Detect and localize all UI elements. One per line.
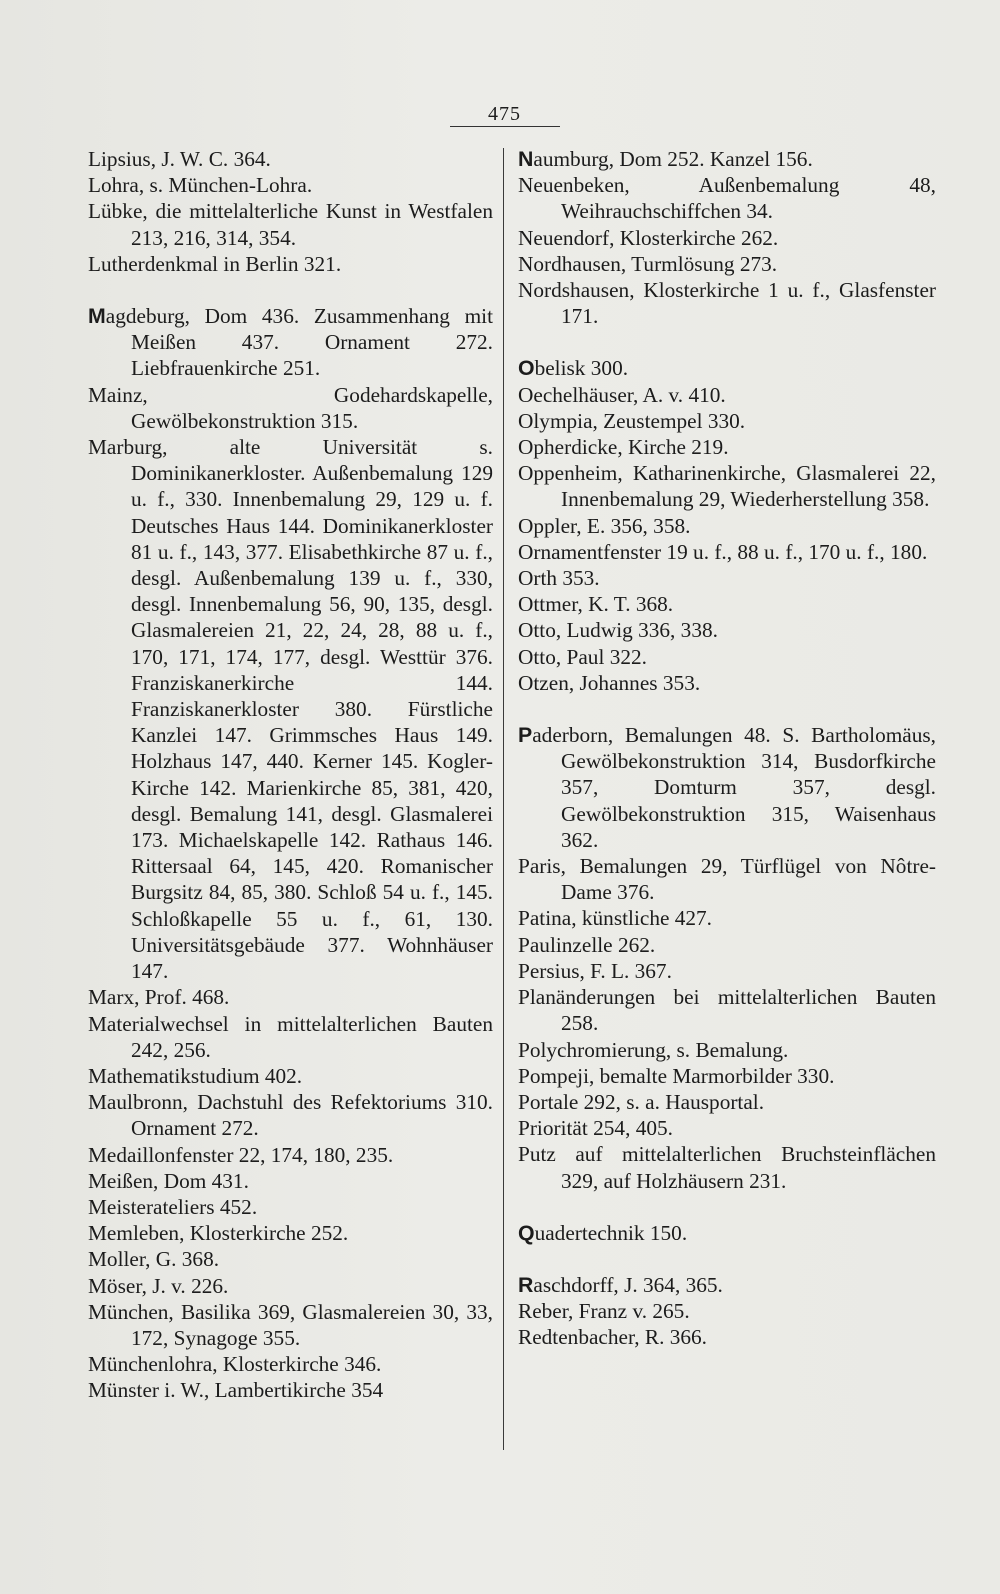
index-entry-text: Lutherdenkmal in Berlin 321. — [88, 251, 342, 276]
header-rule — [450, 126, 560, 127]
index-entry-text: Persius, F. L. 367. — [518, 958, 672, 983]
index-entry — [518, 225, 936, 251]
index-entry — [88, 198, 493, 250]
index-entry-text: München, Basilika 369, Glasmalereien 30, 33, 172, Synagoge 355. — [88, 1299, 493, 1350]
index-entry — [518, 1298, 936, 1324]
index-entry-text: Neuendorf, Klosterkirche 262. — [518, 225, 779, 250]
index-entry-text: Münster i. W., Lambertikirche 354 — [88, 1378, 384, 1403]
index-entry-text: Portale 292, s. a. Hausportal. — [518, 1089, 765, 1114]
index-entry — [518, 513, 936, 539]
index-entry-text: Nordshausen, Klosterkirche 1 u. f., Glasfenster 171. — [518, 278, 936, 329]
index-entry — [518, 670, 936, 696]
index-entry — [518, 984, 936, 1036]
index-entry — [88, 1011, 493, 1063]
index-entry-text: Lohra, s. München-Lohra. — [88, 173, 313, 198]
index-entry — [88, 1220, 493, 1246]
index-entry — [518, 539, 936, 565]
index-entry — [518, 277, 936, 329]
index-entry-text: aschdorff, J. 364, 365. — [533, 1272, 723, 1297]
index-entry-text: Lübke, die mittelalterliche Kunst in Westfalen 213, 216, 314, 354. — [88, 199, 493, 250]
index-entry — [518, 382, 936, 408]
index-entry-text: Ottmer, K. T. 368. — [518, 592, 674, 617]
index-entry — [518, 1141, 936, 1193]
index-entry — [518, 1037, 936, 1063]
index-entry — [88, 172, 493, 198]
index-entry-text: Nordhausen, Turmlösung 273. — [518, 251, 778, 276]
section-initial-letter: R — [518, 1272, 534, 1297]
index-entry-text: uadertechnik 150. — [534, 1220, 688, 1245]
index-entry — [518, 1220, 936, 1246]
index-entry-text: Ornamentfenster 19 u. f., 88 u. f., 170 u. f., 180. — [518, 539, 928, 564]
index-entry-text: Otzen, Johannes 353. — [518, 670, 701, 695]
index-entry — [518, 251, 936, 277]
index-entry-text: Patina, künstliche 427. — [518, 906, 713, 931]
index-entry — [518, 1272, 936, 1298]
index-entry — [518, 1063, 936, 1089]
letter-group-gap — [518, 1194, 936, 1220]
index-entry — [88, 1063, 493, 1089]
index-entry-text: Meißen, Dom 431. — [88, 1168, 249, 1193]
index-entry — [88, 1089, 493, 1141]
index-entry-text: Maulbronn, Dachstuhl des Refektoriums 310. Ornament 272. — [88, 1090, 493, 1141]
index-entry-text: Redtenbacher, R. 366. — [518, 1325, 707, 1350]
index-entry — [518, 958, 936, 984]
index-entry — [518, 1115, 936, 1141]
index-entry-text: Münchenlohra, Klosterkirche 346. — [88, 1352, 382, 1377]
index-entry-text: Marx, Prof. 468. — [88, 985, 230, 1010]
index-entry — [88, 303, 493, 382]
index-entry-text: Neuenbeken, Außenbemalung 48, Weihrauchschiffchen 34. — [518, 173, 936, 224]
right-index-column — [518, 146, 936, 1351]
letter-group-gap — [518, 329, 936, 355]
index-entry — [88, 1273, 493, 1299]
index-entry — [88, 1142, 493, 1168]
index-entry — [88, 1168, 493, 1194]
section-initial-letter: P — [518, 723, 533, 748]
index-entry — [88, 1351, 493, 1377]
index-entry-text: Medaillonfenster 22, 174, 180, 235. — [88, 1142, 394, 1167]
letter-group-gap — [518, 696, 936, 722]
index-entry — [518, 932, 936, 958]
index-entry-text: Marburg, alte Universität s. Dominikanerkloster. Außenbemalung 129 u. f., 330. Innenbemalung 29, 129 u. f. Deutsches Haus 144. Dominikanerkloster 81 u. f., 143, 377. Elisabethkirche 87 u. f., desgl. Außenbemalung 139 u. f., 330, desgl. Innenbemalung 56, 90, 135, desgl. Glasmalereien 21, 22, 24, 28, 88 u. f., 170, 171, 174, 177, desgl. Westtür 376. Franziskanerkirche 144. Franziskanerkloster 380. Fürstliche Kanzlei 147. Grimmsches Haus 149. Holzhaus 147, 440. Kerner 145. Kogler-Kirche 142. Marienkirche 85, 381, 420, desgl. Bemalung 141, desgl. Glasmalerei 173. Michaelskapelle 142. Rathaus 146. Rittersaal 64, 145, 420. Romanischer Burgsitz 84, 85, 380. Schloß 54 u. f., 145. Schloßkapelle 55 u. f., 61, 130. Universitätsgebäude 377. Wohnhäuser 147. — [88, 435, 493, 984]
index-entry — [518, 434, 936, 460]
index-entry-text: Polychromierung, s. Bemalung. — [518, 1037, 789, 1062]
index-entry-text: agdeburg, Dom 436. Zusammenhang mit Meißen 437. Ornament 272. Liebfrauenkirche 251. — [105, 304, 493, 381]
index-entry — [88, 1377, 493, 1403]
index-entry-text: Putz auf mittelalterlichen Bruchsteinflächen 329, auf Holzhäusern 231. — [518, 1142, 936, 1193]
index-entry-text: Meisterateliers 452. — [88, 1194, 258, 1219]
index-entry — [88, 146, 493, 172]
index-entry — [518, 408, 936, 434]
index-entry-text: Mainz, Godehardskapelle, Gewölbekonstruktion 315. — [88, 382, 493, 433]
index-entry-text: Memleben, Klosterkirche 252. — [88, 1221, 349, 1246]
index-entry-text: Mathematikstudium 402. — [88, 1063, 303, 1088]
index-entry-text: Otto, Paul 322. — [518, 644, 647, 669]
index-entry — [518, 1324, 936, 1350]
index-entry — [88, 1246, 493, 1272]
index-entry-text: Materialwechsel in mittelalterlichen Bauten 242, 256. — [88, 1011, 493, 1062]
index-entry — [518, 460, 936, 512]
index-entry-text: Oechelhäuser, A. v. 410. — [518, 382, 726, 407]
index-entry-text: Priorität 254, 405. — [518, 1116, 673, 1141]
index-entry — [518, 722, 936, 853]
index-entry — [518, 1089, 936, 1115]
index-entry — [88, 382, 493, 434]
section-initial-letter: M — [88, 304, 106, 329]
index-entry — [518, 565, 936, 591]
index-entry-text: Pompeji, bemalte Marmorbilder 330. — [518, 1063, 835, 1088]
index-entry-text: Orth 353. — [518, 566, 600, 591]
index-entry-text: belisk 300. — [534, 356, 629, 381]
column-divider — [503, 148, 504, 1450]
letter-group-gap — [88, 277, 493, 303]
index-entry-text: Lipsius, J. W. C. 364. — [88, 147, 271, 171]
index-entry — [518, 591, 936, 617]
index-entry — [518, 905, 936, 931]
index-entry — [88, 251, 493, 277]
section-initial-letter: N — [518, 147, 534, 171]
index-entry — [518, 617, 936, 643]
index-entry-text: Oppenheim, Katharinenkirche, Glasmalerei 22, Innenbemalung 29, Wiederherstellung 358. — [518, 461, 936, 512]
index-entry-text: Otto, Ludwig 336, 338. — [518, 618, 718, 643]
index-entry — [518, 853, 936, 905]
index-entry-text: Olympia, Zeustempel 330. — [518, 408, 746, 433]
section-initial-letter: O — [518, 356, 535, 381]
index-entry — [518, 355, 936, 381]
index-entry — [88, 1299, 493, 1351]
index-entry-text: aumburg, Dom 252. Kanzel 156. — [533, 147, 813, 171]
left-index-column — [88, 146, 493, 1404]
index-entry — [88, 434, 493, 984]
index-entry — [518, 146, 936, 172]
index-entry — [88, 984, 493, 1010]
index-entry-text: Paulinzelle 262. — [518, 932, 656, 957]
index-entry — [518, 644, 936, 670]
section-initial-letter: Q — [518, 1220, 535, 1245]
index-entry-text: Möser, J. v. 226. — [88, 1273, 229, 1298]
index-entry-text: Planänderungen bei mittelalterlichen Bauten 258. — [518, 985, 936, 1036]
index-entry-text: Reber, Franz v. 265. — [518, 1299, 690, 1324]
index-entry-text: aderborn, Bemalungen 48. S. Bartholomäus, Gewölbekonstruktion 314, Busdorfkirche 357, Domturm 357, desgl. Gewölbekonstruktion 315, Waisenhaus 362. — [532, 723, 936, 852]
index-entry-text: Opherdicke, Kirche 219. — [518, 435, 729, 460]
page-number: 475 — [488, 103, 521, 125]
index-entry-text: Moller, G. 368. — [88, 1247, 220, 1272]
index-entry-text: Oppler, E. 356, 358. — [518, 513, 691, 538]
index-entry — [518, 172, 936, 224]
index-entry — [88, 1194, 493, 1220]
index-entry-text: Paris, Bemalungen 29, Türflügel von Nôtre-Dame 376. — [518, 854, 936, 905]
letter-group-gap — [518, 1246, 936, 1272]
